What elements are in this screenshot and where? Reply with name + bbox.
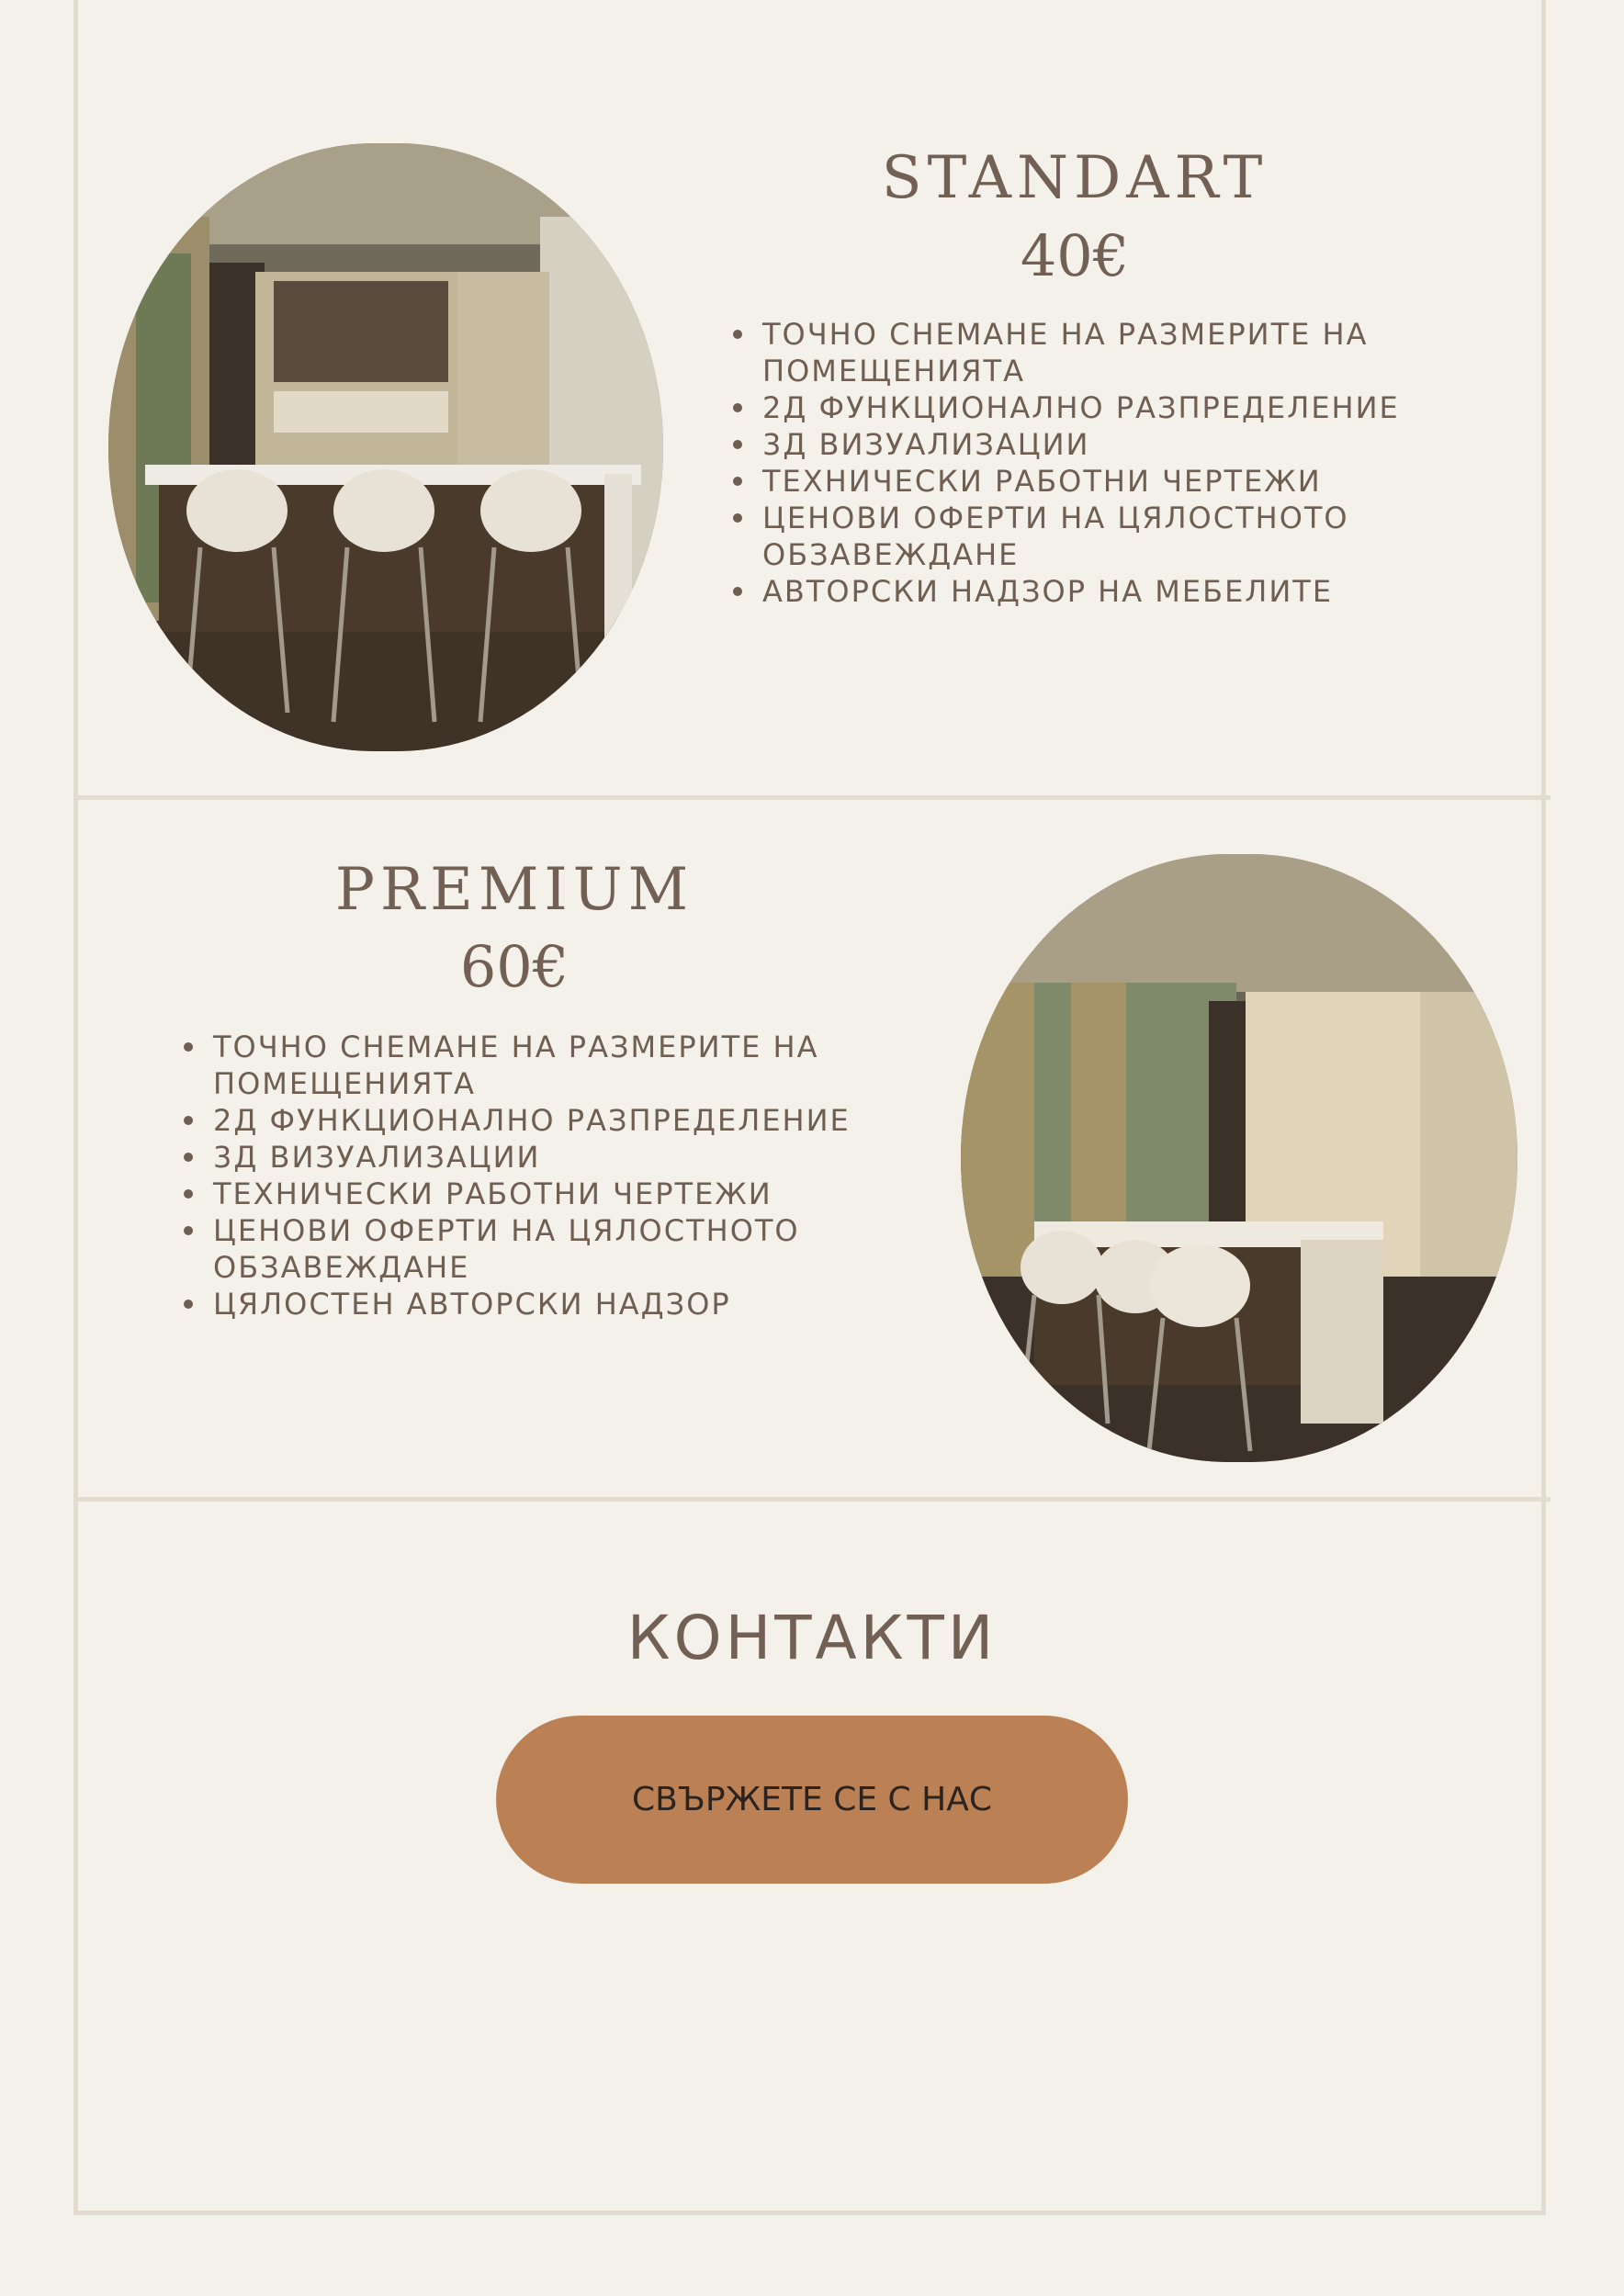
kitchen-render-image-standart (108, 143, 663, 751)
plan-title-standart: STANDART (881, 144, 1269, 212)
plan-price-premium: 60€ (459, 933, 570, 1000)
feature-list-standart (726, 316, 1460, 610)
list-item: 2Д ФУНКЦИОНАЛНО РАЗПРЕДЕЛЕНИЕ (762, 389, 1460, 426)
list-item: ЦЕНОВИ ОФЕРТИ НА ЦЯЛОСТНОТО ОБЗАВЕЖДАНЕ (213, 1212, 911, 1286)
section-divider-1 (73, 795, 1551, 800)
list-item: ТОЧНО СНЕМАНЕ НА РАЗМЕРИТЕ НА ПОМЕЩЕНИЯТА (762, 316, 1460, 389)
plan-price-standart: 40€ (1020, 222, 1130, 289)
plan-title-premium: PREMIUM (334, 856, 694, 924)
contacts-title: КОНТАКТИ (626, 1603, 998, 1673)
list-item: ЦЕНОВИ ОФЕРТИ НА ЦЯЛОСТНОТО ОБЗАВЕЖДАНЕ (762, 500, 1460, 573)
feature-list-premium (176, 1029, 911, 1322)
contact-us-button[interactable]: СВЪРЖЕТЕ СЕ С НАС (496, 1716, 1128, 1884)
list-item: АВТОРСКИ НАДЗОР НА МЕБЕЛИТЕ (762, 573, 1460, 610)
kitchen-render-image-premium (961, 854, 1517, 1462)
list-item: 2Д ФУНКЦИОНАЛНО РАЗПРЕДЕЛЕНИЕ (213, 1102, 911, 1139)
section-divider-2 (73, 1497, 1551, 1502)
list-item: ТОЧНО СНЕМАНЕ НА РАЗМЕРИТЕ НА ПОМЕЩЕНИЯТА (213, 1029, 911, 1102)
list-item: ЦЯЛОСТЕН АВТОРСКИ НАДЗОР (213, 1286, 911, 1322)
list-item: 3Д ВИЗУАЛИЗАЦИИ (213, 1139, 911, 1176)
list-item: 3Д ВИЗУАЛИЗАЦИИ (762, 426, 1460, 463)
list-item: ТЕХНИЧЕСКИ РАБОТНИ ЧЕРТЕЖИ (762, 463, 1460, 500)
list-item: ТЕХНИЧЕСКИ РАБОТНИ ЧЕРТЕЖИ (213, 1176, 911, 1212)
